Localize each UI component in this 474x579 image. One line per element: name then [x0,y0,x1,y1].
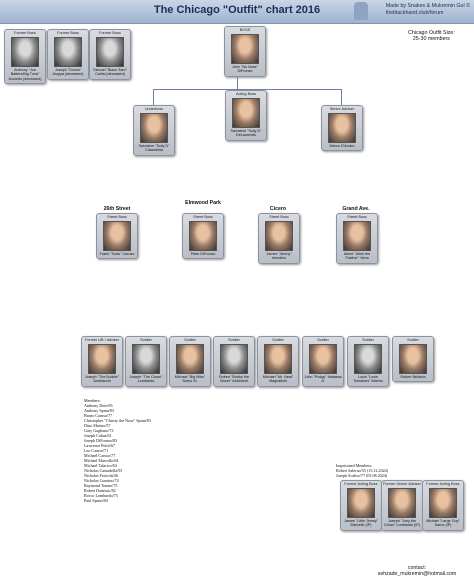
card-name: Michael "Mr. Neat" Magnafichi [262,375,294,384]
soldier-card [169,336,211,387]
outfit-size-note [408,30,455,42]
credit-block [386,3,470,16]
underboss-card [133,105,175,156]
portrait-photo [132,344,160,374]
connector-line [341,89,342,105]
portrait-photo [232,98,260,128]
portrait-photo [264,344,292,374]
portrait-photo [176,344,204,374]
crew-region-label: Grand Ave. [342,206,370,212]
portrait-photo [103,221,131,251]
crew-region-label: Cicero [269,206,287,212]
portrait-photo [343,221,371,251]
card-name: Frank "Toots" Caruso [99,252,135,256]
contact-label: contact: [407,565,427,571]
card-role: Former Acting Boss [344,482,378,486]
card-role: Soldier [407,338,419,342]
portrait-photo [388,488,416,518]
portrait-photo [347,488,375,518]
card-role: Former Senior Adviser [383,482,421,486]
former-boss-card [4,29,46,84]
list-item: Joseph Cobas/61 [84,433,112,438]
size-note-label: Chicago Outfit Size: [408,30,455,36]
former-boss-card [89,29,131,80]
members-heading: Members: [84,398,101,403]
portrait-photo [399,344,427,374]
imprisoned-list [336,463,388,478]
card-role: Soldier [362,338,374,342]
portrait-photo [309,344,337,374]
card-role: Senior Adviser [329,107,355,111]
connector-line [153,89,154,105]
card-role: Soldier [228,338,240,342]
list-item: Nicholas Ferriola/46 [84,473,118,478]
acting-boss-card [225,90,267,141]
list-item: Leo Caruso/71 [84,448,109,453]
card-role: Soldier [184,338,196,342]
card-role: Soldier [317,338,329,342]
card-role: Former Boss [14,31,36,35]
soldier-card [213,336,255,387]
card-name: Michael "Big Mike" Sarno Sr. [174,375,206,384]
list-item: Anthony Spina/83 [84,408,114,413]
card-role: Former Boss [99,31,121,35]
card-name: John "No Nose" DiFronzo [232,65,258,74]
list-item: Robert Salerno/55 (15.12.2024) [336,468,389,473]
card-role: Street Boss [107,215,127,219]
list-item: Lawrence Pettit/67 [84,443,116,448]
list-item: Bruno Caruso/77 [84,413,113,418]
portrait-photo [328,113,356,143]
card-name: Joseph "The Builder" Andriacchi [84,375,120,384]
card-role: Street Boss [193,215,213,219]
contact-email: sehzade_mukremin@hotmail.com [377,571,457,578]
card-role: Former Boss [57,31,79,35]
list-item: Robert Dominic/82 [84,488,116,493]
street-boss-card [336,213,378,264]
card-name: James "Jimmy" Inendino [266,252,292,261]
card-name: Louis "Louie Tomatoes" Marino [353,375,383,384]
list-item: Christopher "Christy the Nose" Spina/83 [84,418,151,423]
portrait-photo [220,344,248,374]
card-name: Salvatore "Solly D" Cataudella [138,144,170,153]
credit-url: theblackhand.club/forum [385,9,444,16]
list-item: Paul Spano/84 [84,498,108,503]
chart-title: The Chicago "Outfit" chart 2016 [153,4,321,16]
card-role: Soldier [272,338,284,342]
list-item: Dino Marino/57 [84,423,111,428]
credit-line: Made by Snakes & Mukremin Gul © [385,3,470,9]
imprisoned-card [381,480,423,531]
list-item: Anthony Dote/83 [84,403,113,408]
street-boss-card [96,213,138,259]
soldier-card [347,336,389,387]
imprisoned-card [340,480,382,531]
list-item: Nicholas Guzzino/74 [84,478,119,483]
card-name: Albert "Albie the Falcher" Vena [343,252,371,261]
card-name: Marco D'Amico [329,144,355,148]
soldier-card [81,336,123,387]
card-role: BOSS [239,28,251,32]
portrait-photo [189,221,217,251]
crew-region-label: Elmwood Park [185,200,221,206]
card-name: Joseph "The Clown" Lombardo [129,375,163,384]
boss-card [224,26,266,77]
connector-line [237,75,238,89]
list-item: Nicholas Cataudella/55 [84,468,123,473]
portrait-photo [96,37,124,67]
card-name: Joseph "Joey the Clown" Lombardo (IP) [383,519,421,528]
card-name: Joseph "Doves" Aiuppa (deceased) [52,68,84,77]
card-name: John "Pudgy" Matassa Jr. [304,375,342,384]
portrait-photo [354,344,382,374]
card-role: Former Acting Boss [426,482,460,486]
size-note-value: 25-30 members [412,36,450,43]
list-item: Gary Gagliano/73 [84,428,114,433]
card-role: Underboss [144,107,164,111]
portrait-photo [11,37,39,67]
list-item: Joseph DiFronzo/83 [84,438,118,443]
crew-region-label: 26th Street [103,206,131,212]
card-name: James "Little Jimmy" Marcello (IP) [344,519,378,528]
black-hand-logo-icon [354,2,368,20]
soldier-card [302,336,344,387]
portrait-photo [54,37,82,67]
card-name: Samuel "Black Sam" Carlisi (deceased) [93,68,127,77]
card-name: Robert "Bobby the Boxer" Abbinanti [218,375,249,384]
street-boss-card [258,213,300,264]
card-name: Salvatore "Solly D" DeLaurentis [230,129,262,138]
street-boss-card [182,213,224,259]
card-role: Street Boss [269,215,289,219]
card-role: Acting Boss [235,92,257,96]
card-name: Robert Bellavia [400,375,426,379]
list-item: Michael Marcello/64 [84,458,119,463]
senior-adviser-card [321,105,363,151]
soldier-card [257,336,299,387]
portrait-photo [265,221,293,251]
soldier-card [125,336,167,387]
contact-block [362,565,472,577]
card-name: Peter DiFronzo [190,252,216,256]
list-item: Michael Talarico/63 [84,463,117,468]
list-item: Joseph Scalise/77 (05.08.2024) [336,473,388,478]
card-name: Michael "Large Guy" Sarno (IP) [426,519,460,528]
imprisoned-card [422,480,464,531]
portrait-photo [429,488,457,518]
card-role: Street Boss [347,215,367,219]
list-item: Michael Caruso/77 [84,453,116,458]
imprisoned-heading: Imprisoned Members: [336,463,373,468]
portrait-photo [140,113,168,143]
portrait-photo [231,34,259,64]
card-name: Anthony "Joe Batters/Big Tuna" Accardo (deceased) [8,68,42,81]
list-item: Rocco Lombardo/75 [84,493,118,498]
former-boss-card [47,29,89,80]
portrait-photo [88,344,116,374]
chart-header [0,0,474,24]
soldier-card [392,336,434,382]
card-role: Former UB / adviser [85,338,119,342]
card-role: Soldier [140,338,152,342]
list-item: Raymond Tenuto/75 [84,483,118,488]
members-list [84,398,151,503]
